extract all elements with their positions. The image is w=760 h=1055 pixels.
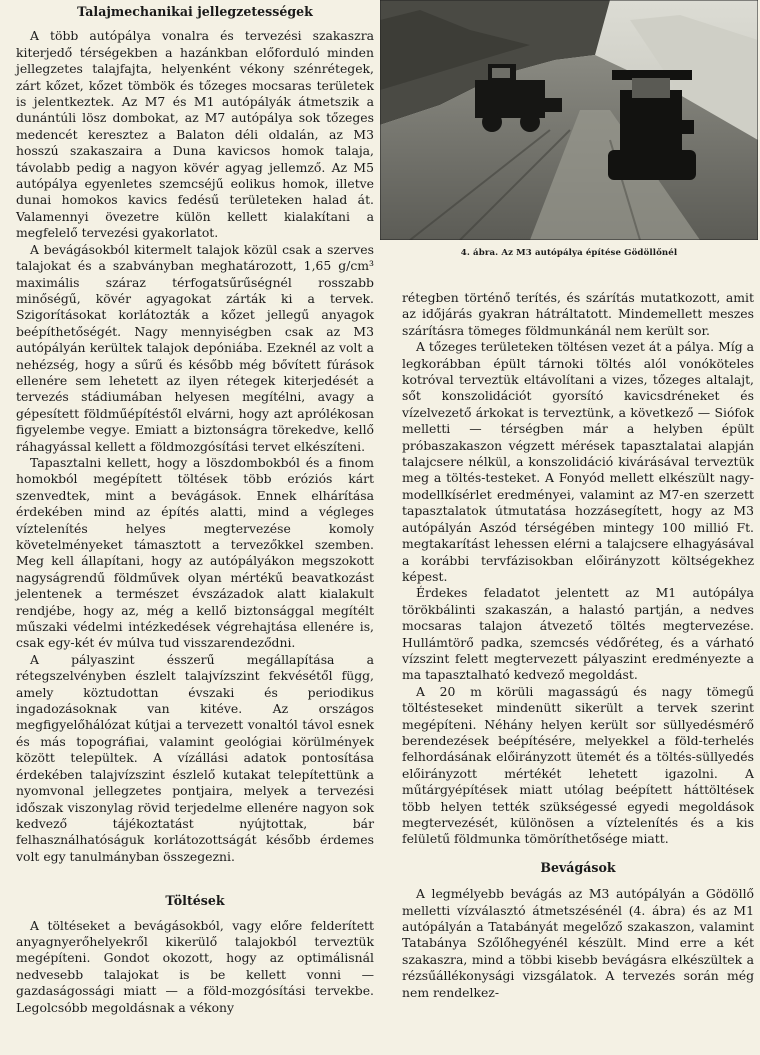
- figure-4: [378, 0, 760, 258]
- paragraph: A több autópálya vonalra és tervezési szakaszra kiterjedő térségekben a hazánkban előforduló minden jellegzetes talajfajta, helyenként vékony szénrétegek, zárt kőzet, kőzet tömbök és tőzeges mocsaras területek is jelentkeztek. Az M7 és M1 autópályák átmetszik a dunántúli lösz dombokat, az M7 autópálya sok tőzeges medencét keresztez a Balaton déli oldalán, az M3 hosszú szakaszaira a Duna kavicsos homok talaja, távolabb pedig a nagyon kövér agyag jellemző. Az M5 autópálya egyenletes szemcséjű eolikus homok, illetve dunai homokos kavics fedésű területeken halad át. Valamennyi övezetre külön kellett kialakítani a megfelelő tervezési gyakorlatot.: [16, 28, 374, 241]
- section-heading-embankments: Töltések: [165, 893, 225, 909]
- paragraph: Tapasztalni kellett, hogy a löszdombokból és a finom homokból megépített töltések több eróziós kárt szenvedtek, mint a bevágások. Ennek elhárítása érdekében mind az építés alatti, mind a végleges víztelenítés helyes megtervezése komoly követelményeket támasztott a tervezőkkel szemben. Meg kell állapítani, hogy az autópályákon megszokott nagyságrendű földművek olyan mértékű beavatkozást jelentenek a természet évszázadok alatt kialakult rendjébe, hogy az, még a kellő biztonsággal megítélt műszaki védelmi intézkedések végrehajtása ellenére is, csak egy-két év múlva tud visszarendeződni.: [16, 454, 374, 651]
- section-heading-cuttings: Bevágások: [540, 859, 616, 875]
- paragraph: A töltéseket a bevágásokból, vagy előre felderített anyagnyerőhelyekről kikerülő talajokból terveztük megépíteni. Gondot okozott, hogy az optimálisnál nedvesebb talajokat is be kellett vonni — gazdaságossági miatt — a föld-mozgósítási tervekbe. Legolcsóbb megoldásnak a vékony: [16, 917, 374, 1015]
- paragraph: A bevágásokból kitermelt talajok közül csak a szerves talajokat és a szabványban meghatározott, 1,65 g/cm³ maximális száraz térfogatsűrűségnél rosszabb minőségű, kövér agyagokat zárták ki a tervek. Szigorításokat korlátozták a kőzet jellegű anyagok beépíthetőségét. Nagy mennyiségben csak az M3 autópályán kerültek talajok depóniába. Ezeknél az volt a nehézség, hogy a sűrű és később még bővített fúrások ellenére sem lehetett az ilyen rétegek kiterjedését a tervezés stádiumában helyesen megítélni, avagy a gépesített földműépítéstől elvárni, hogy azt aprólékosan figyelembe vegye. Emiatt a biztonságra törekedve, kellő ráhagyással kellett a földmozgósítási tervet elkészíteni.: [16, 241, 374, 454]
- section-heading-soil-mechanics: Talajmechanikai jellegzetességek: [77, 4, 313, 19]
- paragraph: rétegben történő terítés, és szárítás mutatkozott, amit az időjárás gyakran hátráltatott. Mindemellett meszes szárításra tömeges földmunkánál nem került sor.: [402, 290, 754, 338]
- paragraph: A 20 m körüli magasságú és nagy tömegű töltésteseket mindenütt sikerült a tervek szerint megépíteni. Néhány helyen került sor süllyedésmérő berendezések beépítésére, melyekkel a föld-terhelés felhordásának előirányzott ütemét és a töltés-süllyedés előirányzott mértékét lehetett igazolni. A műtárgyépítések miatt utólag beépített háttöltések több helyen tették szükségessé egyedi megoldások megtervezését, különösen a víztelenítés és a kis felületű földmunka tömöríthetősége miatt.: [402, 683, 754, 847]
- right-column: [402, 290, 754, 1001]
- left-column: [16, 4, 374, 1016]
- paragraph: A tőzeges területeken töltésen vezet át a pálya. Míg a legkorábban épült tárnoki töltés alól vonóköteles kotróval terveztük eltávolítani a vizes, tőzeges altalajt, sőt konszolidációt gyorsító kavicsdréneket és vízelvezető árkokat is terveztünk, a következő — Siófok melletti — térségben már a helyben épült próbaszakaszon végzett mérések tapasztalatai alapján talajcsere nélkül, a konszolidáció kivárásával terveztük meg a töltés-testeket. A Fonyód mellett elkészült nagy-modellkísérlet eredményei, valamint az M7-en szerzett tapasztalatok útmutatása hozzásegített, hogy az M3 autópályán Aszód térségében mintegy 100 millió Ft. megtakarítást lehessen elérni a talajcsere elhagyásával a korábbi tervfázisokban előirányzott költségekhez képest.: [402, 339, 754, 584]
- paragraph: A legmélyebb bevágás az M3 autópályán a Gödöllő melletti vízválasztó átmetszésénél (4. ábra) és az M1 autópályán a Tatabányát megelőző szakaszon, valamint Tatabánya Szőlőhegyénél készült. Mind erre a két szakaszra, mind a többi kisebb bevágásra elkészültek a rézsűállékonysági vizsgálatok. A tervezés során még nem rendelkez-: [402, 886, 754, 1000]
- figure-caption: 4. ábra. Az M3 autópálya építése Gödöllőnél: [460, 248, 678, 258]
- construction-photo: [380, 0, 758, 240]
- paragraph: A pályaszint ésszerű megállapítása a rétegszelvényben észlelt talajvízszint fekvésétől függ, amely köztudottan évszaki és periodikus ingadozásoknak van kitéve. Az országos megfigyelőhálózat kútjai a tervezett vonaltól távol esnek és más topográfiai, valamint geológiai körülmények között települtek. A vízállási adatok pontosítása érdekében talajvízszint észlelő kutakat telepítettünk a nyomvonal jellegzetes pontjaira, melyek a tervezési időszak viszonylag rövid terjedelme ellenére nagyon sok kedvező tájékoztatást nyújtottak, bár felhasználhatóságuk korlátozottságát később érdemes volt egy tanulmányban összegezni.: [16, 651, 374, 864]
- paragraph: Érdekes feladatot jelentett az M1 autópálya törökbálinti szakaszán, a halastó partján, a nedves mocsaras talajon átvezető töltés megtervezése. Hullámtörő padka, szemcsés védőréteg, és a várható vízszint felett megtervezett pályaszint eredményezte a ma tapasztalható kedvező megoldást.: [402, 585, 754, 683]
